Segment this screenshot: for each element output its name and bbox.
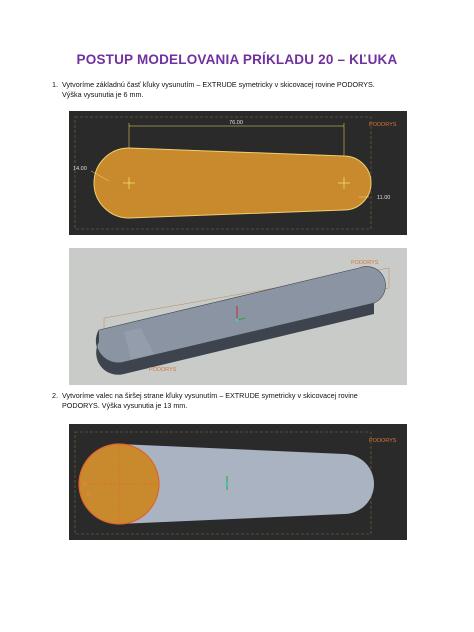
radius-label-2: R bbox=[87, 492, 91, 498]
right-dimension-label: 11.00 bbox=[377, 195, 391, 201]
csys-origin bbox=[226, 483, 229, 486]
sketch-figure bbox=[69, 111, 407, 235]
step-1-number: 1. bbox=[52, 80, 58, 89]
step-2 bbox=[52, 391, 422, 411]
csys-origin bbox=[236, 319, 239, 322]
cylinder-plane-label: PODORYS bbox=[369, 438, 397, 444]
extrude-plane-label-bottom: PODORYS bbox=[149, 367, 177, 373]
radius-label-1: R bbox=[83, 482, 87, 488]
step-2-number: 2. bbox=[52, 391, 58, 400]
page-title: POSTUP MODELOVANIA PRÍKLADU 20 – KĽUKA bbox=[76, 52, 398, 67]
extrude-figure bbox=[69, 248, 407, 385]
step-1-line-1: Vytvoríme základnú časť kľuky vysunutím – EXTRUDE symetricky v skicovacej rovine PODORYS. bbox=[62, 80, 375, 89]
step-1-line-2: Výška vysunutia je 6 mm. bbox=[62, 90, 144, 99]
left-dimension-label: 14.00 bbox=[73, 166, 87, 172]
extrude-plane-label-top: PODORYS bbox=[351, 260, 379, 266]
sketch-profile bbox=[94, 148, 371, 218]
step-1 bbox=[52, 80, 422, 100]
length-dimension-label: 76.00 bbox=[229, 120, 243, 126]
sketch-plane-label: PODORYS bbox=[369, 122, 397, 128]
step-2-line-2: PODORYS. Výška vysunutia je 13 mm. bbox=[62, 401, 188, 410]
cylinder-figure bbox=[69, 424, 407, 540]
step-2-line-1: Vytvoríme valec na širšej strane kľuky vysunutím – EXTRUDE symetricky v skicovacej rovine bbox=[62, 391, 358, 400]
